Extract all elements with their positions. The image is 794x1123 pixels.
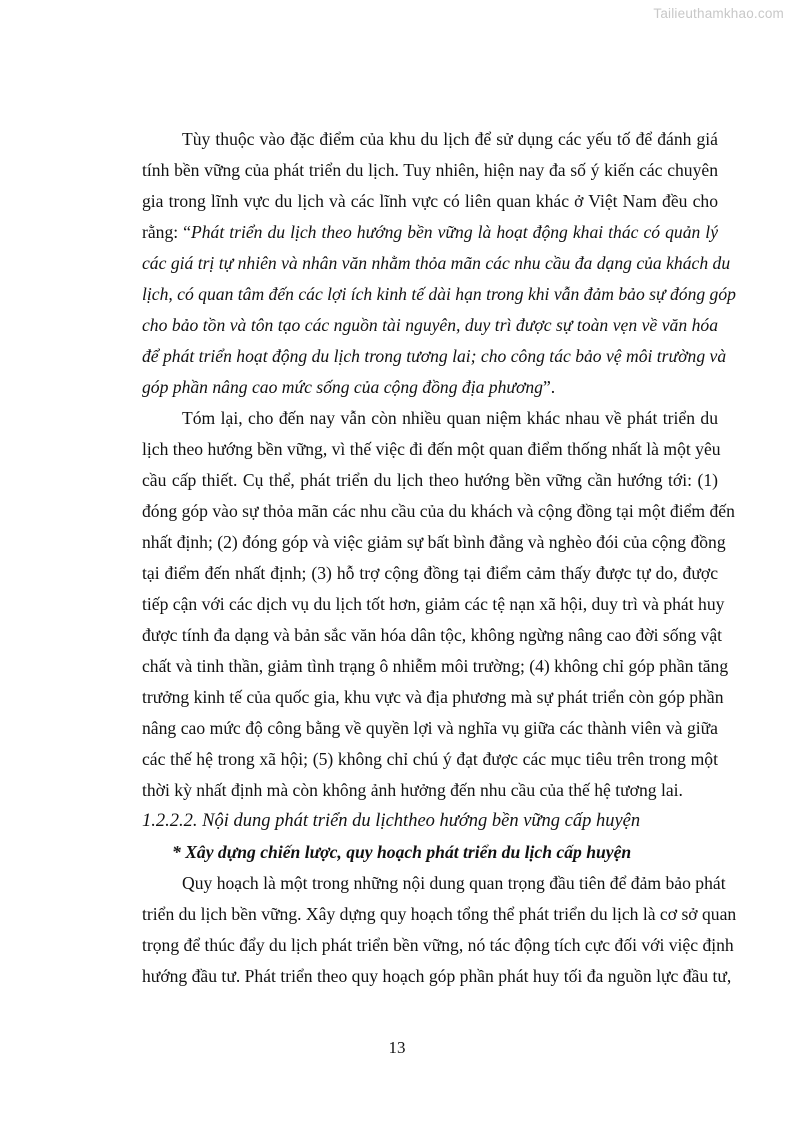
text-line [142, 496, 735, 527]
text-line [142, 837, 718, 868]
text-line [142, 403, 718, 434]
watermark: Tailieuthamkhao.com [653, 6, 784, 21]
text-line [142, 558, 718, 589]
section-heading [142, 806, 718, 837]
text-line [142, 806, 718, 837]
text-line [142, 961, 732, 992]
text-line [142, 248, 731, 279]
text-segment: lịch theo hướng bền vững, vì thế việc đi đến một quan điểm thống nhất là một yêu [142, 439, 721, 459]
text-segment: lịch, có quan tâm đến các lợi ích kinh tế dài hạn trong khi vẫn đảm bảo sự đóng góp [142, 284, 736, 304]
text-line [142, 434, 721, 465]
text-line [142, 279, 736, 310]
text-segment: tính bền vững của phát triển du lịch. Tuy nhiên, hiện nay đa số ý kiến các chuyên [142, 160, 718, 180]
text-line [142, 620, 723, 651]
text-segment: cầu cấp thiết. Cụ thể, phát triển du lịch theo hướng bền vững cần hướng tới: (1) [142, 470, 718, 490]
document-body [142, 124, 737, 992]
text-segment: để phát triển hoạt động du lịch trong tương lai; cho công tác bảo vệ môi trường và [142, 346, 727, 366]
text-segment: Phát triển du lịch theo hướng bền vững là hoạt động khai thác có quản lý [190, 222, 719, 242]
text-segment: hướng đầu tư. Phát triển theo quy hoạch góp phần phát huy tối đa nguồn lực đầu tư, [142, 966, 732, 986]
text-segment: được tính đa dạng và bản sắc văn hóa dân tộc, không ngừng nâng cao đời sống vật [142, 625, 723, 645]
text-line [142, 651, 729, 682]
text-line [142, 527, 726, 558]
text-segment: gia trong lĩnh vực du lịch và các lĩnh vực có liên quan khác ở Việt Nam đều cho [142, 191, 718, 211]
text-segment: triển du lịch bền vững. Xây dựng quy hoạch tổng thể phát triển du lịch là cơ sở quan [142, 904, 737, 924]
text-segment: nhất định; (2) đóng góp và việc giảm sự bất bình đẳng và nghèo đói của cộng đồng [142, 532, 726, 552]
text-segment: rằng: “ [142, 222, 191, 242]
paragraph [142, 868, 737, 992]
text-line [142, 713, 718, 744]
text-segment: * Xây dựng chiến lược, quy hoạch phát triển du lịch cấp huyện [172, 842, 632, 862]
text-segment: ”. [542, 377, 556, 397]
text-segment: Tùy thuộc vào đặc điểm của khu du lịch để sử dụng các yếu tố để đánh giá [182, 129, 718, 149]
paragraph [142, 403, 735, 806]
text-line [142, 899, 737, 930]
text-segment: trưởng kinh tế của quốc gia, khu vực và địa phương mà sự phát triển còn góp phần [142, 687, 724, 707]
text-segment: trọng để thúc đẩy du lịch phát triển bền vững, nó tác động tích cực đối với việc định [142, 935, 734, 955]
text-segment: thời kỳ nhất định mà còn không ảnh hưởng đến nhu cầu của thế hệ tương lai. [142, 780, 683, 800]
paragraph [142, 124, 736, 403]
subsection-heading [142, 837, 718, 868]
text-line [142, 217, 718, 248]
text-segment: tại điểm đến nhất định; (3) hỗ trợ cộng đồng tại điểm cảm thấy được tự do, được [142, 563, 718, 583]
text-segment: các giá trị tự nhiên và nhân văn nhằm thỏa mãn các nhu cầu đa dạng của khách du [142, 253, 731, 273]
text-line [142, 589, 725, 620]
text-line [142, 868, 726, 899]
text-segment: nâng cao mức độ công bằng về quyền lợi và nghĩa vụ giữa các thành viên và giữa [142, 718, 718, 738]
text-segment: Tóm lại, cho đến nay vẫn còn nhiều quan niệm khác nhau về phát triển du [182, 408, 718, 428]
text-line [142, 744, 718, 775]
text-line [142, 682, 724, 713]
text-line [142, 155, 718, 186]
text-segment: góp phần nâng cao mức sống của cộng đồng địa phương [142, 377, 543, 397]
text-segment: chất và tinh thần, giảm tình trạng ô nhiễm môi trường; (4) không chỉ góp phần tăng [142, 656, 729, 676]
page-number: 13 [388, 1038, 406, 1057]
text-line [142, 186, 718, 217]
text-segment: tiếp cận với các dịch vụ du lịch tốt hơn, giảm các tệ nạn xã hội, duy trì và phát huy [142, 594, 725, 614]
text-line [142, 775, 718, 806]
text-line [142, 930, 734, 961]
text-line [142, 310, 718, 341]
text-line [142, 372, 718, 403]
text-line [142, 341, 727, 372]
text-segment: cho bảo tồn và tôn tạo các nguồn tài nguyên, duy trì được sự toàn vẹn về văn hóa [142, 315, 718, 335]
text-segment: Quy hoạch là một trong những nội dung quan trọng đầu tiên để đảm bảo phát [182, 873, 726, 893]
text-segment: các thế hệ trong xã hội; (5) không chỉ chú ý đạt được các mục tiêu trên trong một [142, 749, 718, 769]
text-line [142, 124, 718, 155]
text-segment: đóng góp vào sự thỏa mãn các nhu cầu của du khách và cộng đồng tại một điểm đến [142, 501, 735, 521]
text-line [142, 465, 718, 496]
text-segment: 1.2.2.2. Nội dung phát triển du lịchtheo hướng bền vững cấp huyện [142, 811, 641, 831]
